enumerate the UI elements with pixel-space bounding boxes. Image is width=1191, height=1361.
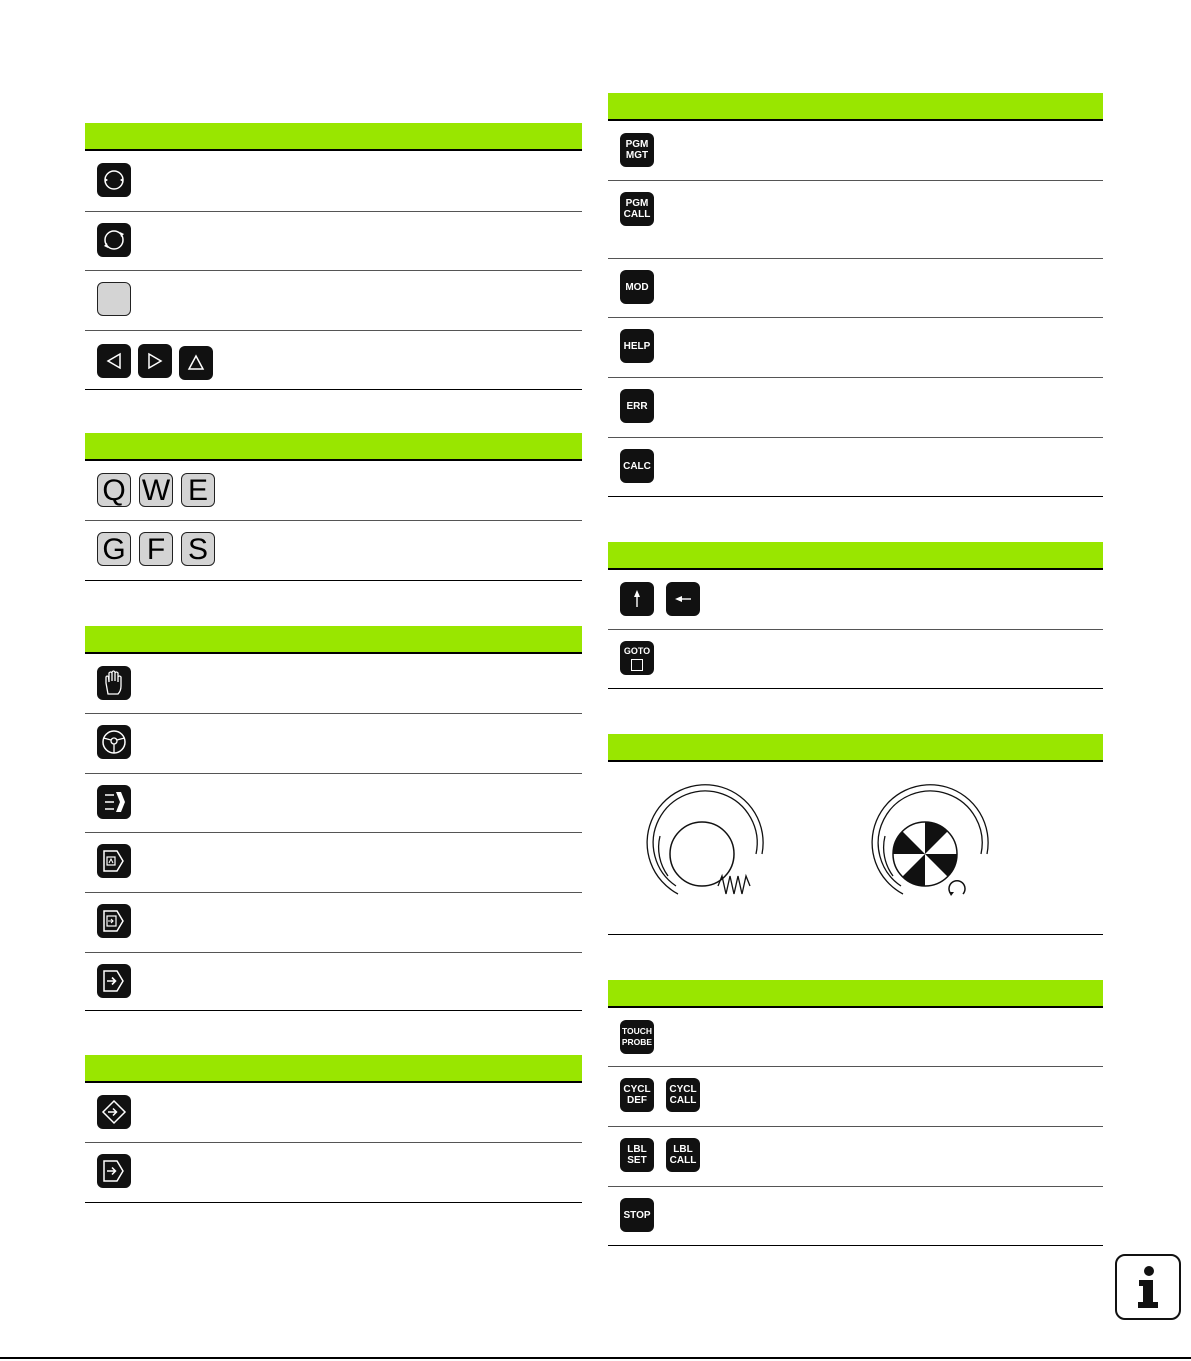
key-row [85,330,582,390]
softkey-left-key[interactable] [97,344,131,378]
handwheel-key[interactable] [97,725,131,759]
goto-key[interactable] [620,641,654,675]
cycl-call-key[interactable]: CYCL CALL [666,1078,700,1112]
arrow-left-icon [104,351,124,371]
key-row [85,713,582,774]
key-row [85,952,582,1011]
key-row [608,1008,1103,1067]
soft-key[interactable] [97,282,131,316]
test-run-icon [100,847,128,875]
panel-header [85,1055,582,1083]
manual-operation-key[interactable] [97,666,131,700]
arrow-up-icon [186,353,206,373]
spindle-override-knob[interactable] [863,776,1023,911]
feed-override-knob[interactable] [638,776,798,911]
single-block-icon [100,907,128,935]
info-glyph [1133,1264,1163,1310]
panel-header [85,626,582,654]
key-row [85,211,582,271]
key-row [608,1066,1103,1127]
key-row [608,570,1103,630]
goto-label: GOTO [623,645,651,656]
programming-modes-panel [85,1055,582,1202]
pgm-call-key[interactable]: PGM CALL [620,192,654,226]
program-management-panel [608,93,1103,496]
key-row [608,437,1103,497]
machine-axis-keys-panel [85,433,582,580]
programming-key[interactable] [97,1095,131,1129]
test-run-programming-key[interactable] [97,1154,131,1188]
q-key[interactable]: Q [97,473,131,507]
key-row [608,377,1103,438]
key-row [608,258,1103,318]
test-run-arrow-icon [100,1157,128,1185]
cycl-def-key[interactable]: CYCL DEF [620,1078,654,1112]
g-key[interactable]: G [97,532,131,566]
help-key[interactable]: HELP [620,329,654,363]
page-bottom-rule [0,1357,1191,1359]
arrow-up-icon [627,587,647,611]
operating-modes-panel [85,626,582,1010]
key-row [85,1083,582,1143]
key-row [608,121,1103,181]
switch-display-key[interactable] [97,223,131,257]
key-row [608,1186,1103,1246]
screen-layout-key[interactable] [97,163,131,197]
touch-probe-key[interactable]: TOUCH PROBE [620,1020,654,1054]
s-key[interactable]: S [181,532,215,566]
single-block-key[interactable] [97,904,131,938]
screen-keys-panel [85,123,582,389]
spindle-knob-icon [863,776,1023,906]
full-sequence-key[interactable] [97,964,131,998]
hand-icon [101,669,127,697]
handwheel-icon [99,727,129,757]
key-row [85,1142,582,1203]
lbl-set-key[interactable]: LBL SET [620,1138,654,1172]
arrow-left-icon [671,589,695,609]
softkey-up-key[interactable] [179,346,213,380]
program-run-icon [101,789,127,815]
programming-icon [100,1098,128,1126]
potentiometer-panel [608,734,1103,935]
panel-header [608,542,1103,570]
pgm-mgt-key[interactable]: PGM MGT [620,133,654,167]
key-row [608,180,1103,259]
key-row [608,629,1103,689]
panel-header [608,734,1103,762]
cycles-panel [608,980,1103,1245]
key-row [85,773,582,833]
key-row [85,654,582,714]
w-key[interactable]: W [139,473,173,507]
mod-key[interactable]: MOD [620,270,654,304]
calc-key[interactable]: CALC [620,449,654,483]
key-row [85,270,582,331]
navigation-panel [608,542,1103,688]
softkey-right-key[interactable] [138,344,172,378]
rotate-cw-icon [99,225,129,255]
lbl-call-key[interactable]: LBL CALL [666,1138,700,1172]
rotate-ccw-icon [99,165,129,195]
info-icon [1115,1254,1181,1320]
arrow-left-key[interactable] [666,582,700,616]
key-row [85,461,582,521]
f-key[interactable]: F [139,532,173,566]
key-row [85,832,582,893]
smarT-nc-key[interactable] [97,785,131,819]
full-sequence-icon [100,967,128,995]
panel-header [608,980,1103,1008]
panel-header [608,93,1103,121]
divider [608,934,1103,935]
arrow-up-key[interactable] [620,582,654,616]
stop-key[interactable]: STOP [620,1198,654,1232]
test-run-key[interactable] [97,844,131,878]
feed-knob-icon [638,776,798,906]
key-row [85,151,582,212]
err-key[interactable]: ERR [620,389,654,423]
key-row [85,520,582,581]
e-key[interactable]: E [181,473,215,507]
arrow-right-icon [145,351,165,371]
square-icon [631,659,643,671]
panel-header [85,123,582,151]
key-row [608,1126,1103,1187]
panel-header [85,433,582,461]
key-row [85,892,582,953]
key-row [608,317,1103,378]
